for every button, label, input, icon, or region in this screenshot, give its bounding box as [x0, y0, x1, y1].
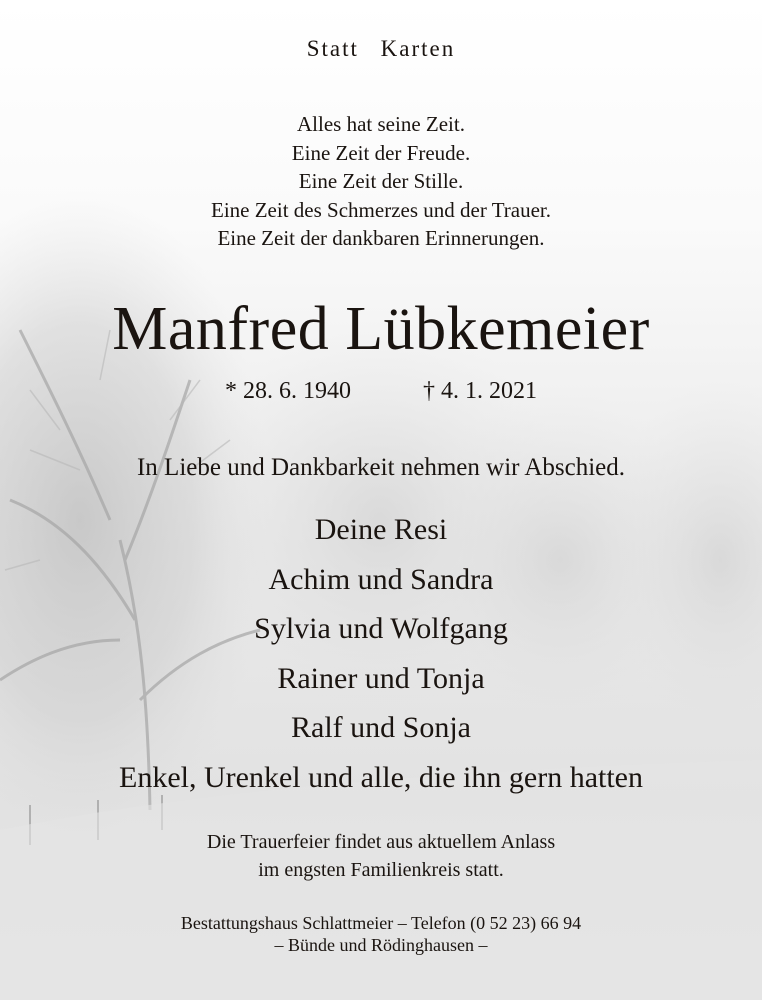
life-dates	[0, 378, 762, 405]
mourner-entry: Rainer und Tonja	[277, 661, 485, 695]
verse-line: Eine Zeit der Stille.	[298, 169, 464, 193]
funeral-home-locations: – Bünde und Rödinghausen –	[274, 935, 488, 955]
death-date: † 4. 1. 2021	[423, 378, 537, 404]
verse-line: Eine Zeit der dankbaren Erinnerungen.	[217, 226, 545, 250]
funeral-home-info	[0, 912, 762, 956]
verse-line: Eine Zeit des Schmerzes und der Trauer.	[211, 197, 551, 222]
mourners-list	[0, 505, 762, 802]
deceased-name: Manfred Lübkemeier	[112, 295, 650, 363]
mourner-entry: Deine Resi	[314, 513, 448, 546]
farewell-text: In Liebe und Dankbarkeit nehmen wir Abschied.	[136, 454, 626, 481]
ceremony-note	[0, 828, 762, 884]
funeral-home-contact: Bestattungshaus Schlattmeier – Telefon (0 52 23) 66 94	[180, 913, 582, 933]
ceremony-line: im engsten Familienkreis statt.	[258, 859, 504, 881]
mourner-entry: Achim und Sandra	[268, 562, 494, 596]
notice-heading: Statt Karten	[306, 36, 456, 61]
mourner-entry: Sylvia und Wolfgang	[254, 612, 508, 645]
verse-line: Alles hat seine Zeit.	[297, 112, 465, 136]
ceremony-line: Die Trauerfeier findet aus aktuellem Anlass	[206, 831, 556, 853]
mourner-entry: Enkel, Urenkel und alle, die ihn gern hatten	[119, 760, 643, 794]
verse-line: Eine Zeit der Freude.	[291, 140, 471, 165]
mourner-entry: Ralf und Sonja	[291, 711, 471, 744]
birth-date: * 28. 6. 1940	[225, 378, 351, 404]
memorial-verse	[0, 110, 762, 253]
